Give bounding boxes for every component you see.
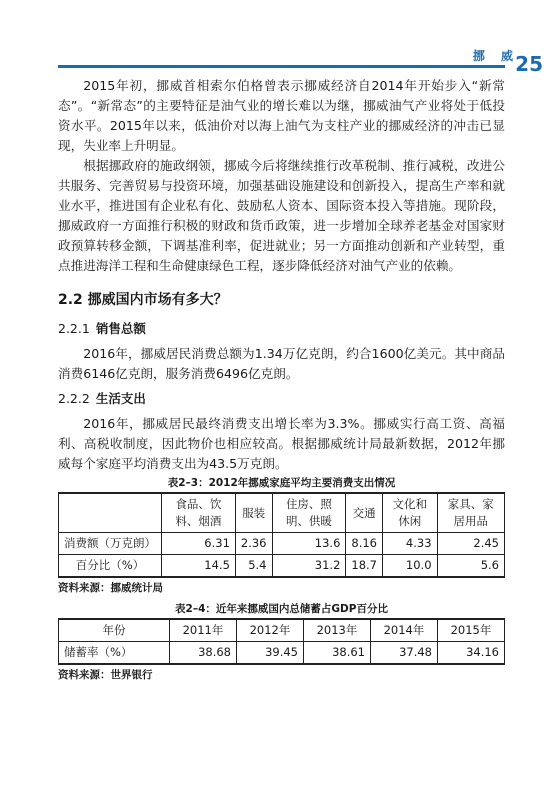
table-header-cell: 2015年: [438, 619, 505, 642]
table-cell: 14.5: [162, 555, 236, 578]
table-header-cell: 2011年: [170, 619, 237, 642]
table-cell: 5.4: [235, 555, 272, 578]
table-header-cell: 年份: [59, 619, 170, 642]
table-header-cell: 2014年: [371, 619, 438, 642]
household-spending-table: [58, 492, 505, 578]
table-cell: 2.45: [437, 533, 504, 555]
table-header-row: [59, 493, 505, 533]
subsection-title: 生活支出: [95, 391, 146, 406]
subsection-living-expense: [58, 390, 505, 408]
paragraph-policy: 根据挪政府的施政纲领，挪威今后将继续推行改革税制、推行减税，改进公共服务、完善贸易与投资环境，加强基础设施建设和创新投入，提高生产率和就业水平，推进国有企业私有化、鼓励私人资本、国际资本投入等措施。现阶段，挪威政府一方面推行积极的财政和货币政策，进一步增加全球养老基金对国家财政预算转移金额，下调基准利率，促进就业；另一方面推动创新和产业转型，重点推进海洋工程和生命健康绿色工程，逐步降低经济对油气产业的依赖。: [58, 158, 505, 273]
table1-source: 资料来源：挪威统计局: [58, 582, 163, 594]
table-cell: 18.7: [346, 555, 383, 578]
table-cell: 6.31: [162, 533, 236, 555]
table-header-cell: 2012年: [237, 619, 304, 642]
paragraph-new-normal: 2015年初，挪威首相索尔伯格曾表示挪威经济自2014年开始步入“新常态”。“新常态”的主要特征是油气业的增长难以为继，挪威油气产业将处于低投资水平。2015年以来，低油价对以海上油气为支柱产业的挪威经济的冲击已显现，失业率上升明显。: [58, 78, 505, 153]
table-header-cell: 家具、家居用品: [437, 493, 504, 533]
subsection-sales-total: [58, 320, 505, 338]
table-header-cell: 服装: [235, 493, 272, 533]
table1-caption: 表2–3：2012年挪威家庭平均主要消费支出情况: [167, 477, 396, 489]
page-content: [58, 76, 505, 689]
subsection-number: 2.2.1: [58, 321, 90, 336]
header-rule: [58, 65, 505, 68]
page-number: 25: [515, 52, 543, 76]
table-cell: 39.45: [237, 642, 304, 665]
table-cell: 8.16: [346, 533, 383, 555]
table-row: [59, 555, 505, 578]
table-row-label: 消费额（万克朗）: [59, 533, 162, 555]
paragraph-consumption-total: 2016年，挪威居民消费总额为1.34万亿克朗，约合1600亿美元。其中商品消费6146亿克朗，服务消费6496亿克朗。: [58, 346, 505, 381]
paragraph-consumption-growth: 2016年，挪威居民最终消费支出增长率为3.3%。挪威实行高工资、高福利、高税收制度，因此物价也相应较高。根据挪威统计局最新数据，2012年挪威每个家庭平均消费支出为43.5万克朗。: [58, 416, 505, 471]
subsection-number: 2.2.2: [58, 391, 90, 406]
table-header-cell: 交通: [346, 493, 383, 533]
subsection-title: 销售总额: [95, 321, 146, 336]
table-cell: 5.6: [437, 555, 504, 578]
table-header-cell: 食品、饮料、烟酒: [162, 493, 236, 533]
table-row-label: 百分比（%）: [59, 555, 162, 578]
table-header-row: [59, 619, 505, 642]
chapter-header-label: 挪 威: [472, 49, 519, 63]
savings-rate-table: [58, 618, 505, 665]
table-row: [59, 642, 505, 665]
table-cell: 37.48: [371, 642, 438, 665]
table-header-cell: 2013年: [304, 619, 371, 642]
table-cell: 2.36: [235, 533, 272, 555]
table2-source: 资料来源：世界银行: [58, 669, 153, 681]
table-cell: 38.68: [170, 642, 237, 665]
table2-caption: 表2–4：近年来挪威国内总储蓄占GDP百分比: [175, 603, 388, 615]
table-cell: 13.6: [272, 533, 346, 555]
table-row-label: 储蓄率（%）: [59, 642, 170, 665]
table-header-cell: [59, 493, 162, 533]
table-cell: 31.2: [272, 555, 346, 578]
table-header-cell: 住房、照明、供暖: [272, 493, 346, 533]
table-header-cell: 文化和休闲: [383, 493, 438, 533]
table-cell: 34.16: [438, 642, 505, 665]
table-cell: 38.61: [304, 642, 371, 665]
table-row: [59, 533, 505, 555]
section-title: 2.2 挪威国内市场有多大？: [58, 292, 228, 308]
table-cell: 4.33: [383, 533, 438, 555]
table-cell: 10.0: [383, 555, 438, 578]
